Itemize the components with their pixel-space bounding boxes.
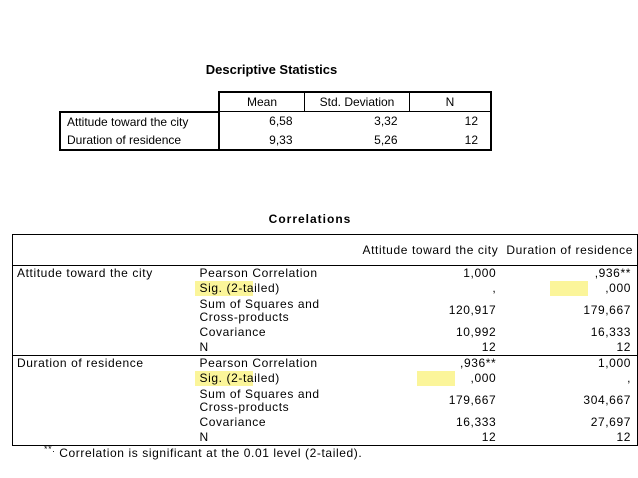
duration-value: , xyxy=(502,371,637,386)
n-header: N xyxy=(410,92,492,112)
variable-label-empty xyxy=(13,325,196,340)
statistic-label: Covariance xyxy=(199,415,267,429)
correlations-row xyxy=(13,415,638,430)
duration-value: ,936** xyxy=(502,266,637,282)
correlations-title: Correlations xyxy=(268,212,352,226)
correlations-table xyxy=(12,234,638,446)
duration-value: 179,667 xyxy=(502,296,637,325)
variable-label-empty xyxy=(13,281,196,296)
mean-header: Mean xyxy=(219,92,305,112)
correlations-row xyxy=(13,340,638,356)
mean-value: 9,33 xyxy=(219,131,305,150)
statistic-label: Covariance xyxy=(199,325,267,339)
row-label: Duration of residence xyxy=(60,131,219,150)
descriptive-header-row xyxy=(60,92,491,112)
variable-label-empty xyxy=(13,386,196,415)
attitude-value: 12 xyxy=(359,430,503,446)
attitude-value: 16,333 xyxy=(456,415,497,429)
row-label: Attitude toward the city xyxy=(60,112,219,131)
variable-label-empty xyxy=(13,296,196,325)
attitude-value: ,000 xyxy=(359,371,503,386)
statistic-label: N xyxy=(195,430,358,446)
duration-value: 27,697 xyxy=(502,415,637,430)
correlations-header-row xyxy=(13,235,638,266)
statistic-label: Pearson Correlation xyxy=(195,266,358,282)
correlations-row xyxy=(13,371,638,386)
n-value: 12 xyxy=(410,131,492,150)
correlations-row xyxy=(13,356,638,372)
duration-value: 1,000 xyxy=(502,356,637,372)
attitude-value: 12 xyxy=(481,340,497,354)
duration-value: 12 xyxy=(502,430,637,446)
descriptive-statistics-title: Descriptive Statistics xyxy=(205,62,338,77)
n-value: 12 xyxy=(410,112,492,131)
attitude-value: 120,917 xyxy=(448,303,497,317)
variable-label: Duration of residence xyxy=(13,356,196,372)
attitude-value: ,936** xyxy=(359,356,503,372)
std-deviation-value: 5,26 xyxy=(305,131,410,150)
duration-value: 12 xyxy=(502,340,637,356)
correlations-header-empty xyxy=(13,235,359,266)
footnote-text: Correlation is significant at the 0.01 level (2-tailed). xyxy=(59,446,363,460)
correlations-row xyxy=(13,266,638,282)
std-deviation-value: 3,32 xyxy=(374,114,398,129)
attitude-value: , xyxy=(492,281,497,295)
descriptive-statistics-table xyxy=(59,91,492,151)
attitude-column-header: Attitude toward the city xyxy=(359,235,503,266)
correlations-row xyxy=(13,281,638,296)
correlations-row xyxy=(13,386,638,415)
attitude-value: 10,992 xyxy=(456,325,497,339)
duration-value: 16,333 xyxy=(502,325,637,340)
variable-label-empty xyxy=(13,415,196,430)
duration-value: ,000 xyxy=(502,281,637,296)
statistic-label: Sig. (2-tailed) xyxy=(195,281,358,296)
variable-label: Attitude toward the city xyxy=(13,266,196,282)
variable-label-empty xyxy=(13,371,196,386)
descriptive-row xyxy=(60,131,491,150)
attitude-value: 179,667 xyxy=(448,393,497,407)
std-deviation-header: Std. Deviation xyxy=(305,92,410,112)
attitude-value: 1,000 xyxy=(359,266,503,282)
duration-value: 304,667 xyxy=(502,386,637,415)
mean-value: 6,58 xyxy=(219,112,305,131)
statistic-label: N xyxy=(199,340,209,354)
duration-column-header: Duration of residence xyxy=(502,235,637,266)
statistic-label: Pearson Correlation xyxy=(195,356,358,372)
descriptive-header-empty xyxy=(60,92,219,112)
descriptive-row xyxy=(60,112,491,131)
footnote-marker: **. xyxy=(44,444,56,454)
correlations-row xyxy=(13,325,638,340)
statistic-label: Sum of Squares and Cross-products xyxy=(199,386,320,414)
statistic-label: Sum of Squares and Cross-products xyxy=(199,296,320,324)
footnote xyxy=(44,444,362,460)
variable-label-empty xyxy=(13,340,196,356)
correlations-row xyxy=(13,296,638,325)
statistic-label: Sig. (2-tailed) xyxy=(195,371,358,386)
